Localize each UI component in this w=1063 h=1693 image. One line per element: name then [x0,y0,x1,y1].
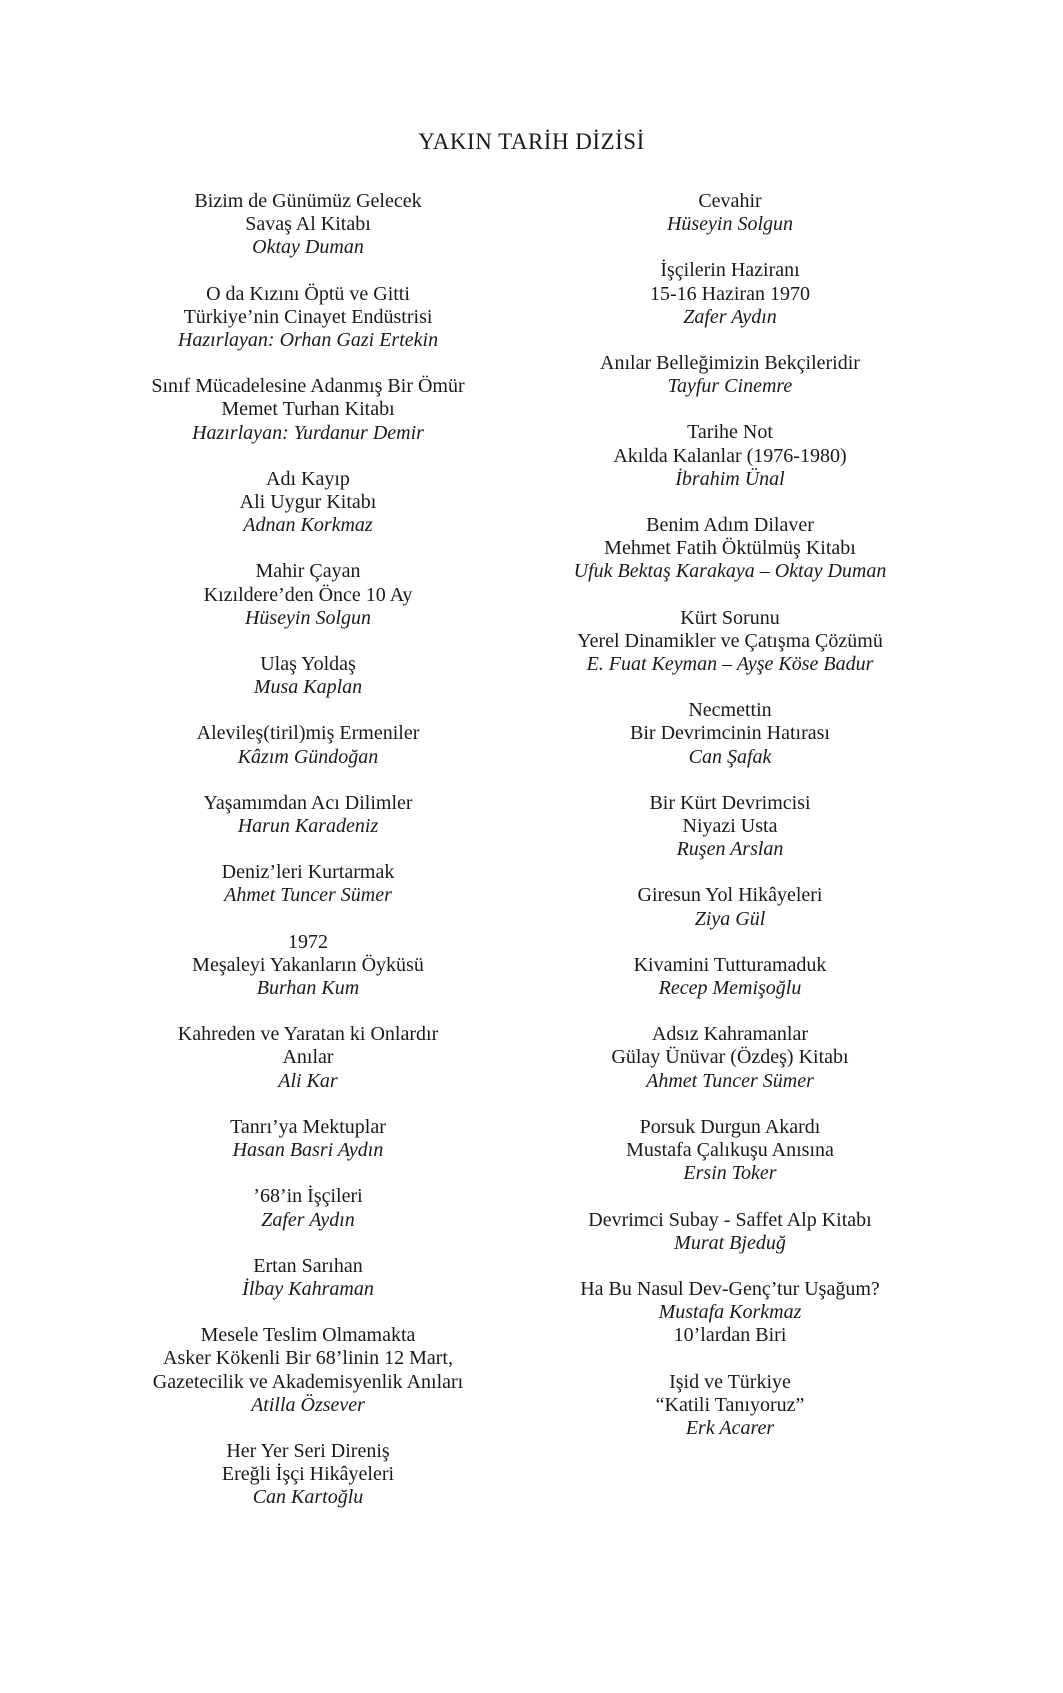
book-title-line: “Katili Tanıyoruz” [655,1393,805,1416]
book-author: Harun Karadeniz [237,815,379,838]
book-author: Hüseyin Solgun [244,606,372,629]
book-author: Tayfur Cinemre [667,375,793,398]
book-title-line: Meşaleyi Yakanların Öyküsü [192,953,424,976]
book-title-line: Kivamini Tutturamaduk [633,953,827,976]
book-author: Musa Kaplan [253,676,363,699]
book-author: Can Kartoğlu [252,1486,364,1509]
book-entry [535,699,925,769]
book-title-line: Anılar [282,1046,334,1069]
book-entry [535,1116,925,1186]
book-title-line: Kahreden ve Yaratan ki Onlardır [177,1023,439,1046]
book-author: Hazırlayan: Yurdanur Demir [192,421,424,444]
book-title-line: Her Yer Seri Direniş [226,1439,390,1462]
book-entry [118,468,498,538]
book-title-line: Anılar Belleğimizin Bekçileridir [600,352,860,375]
book-entry [118,653,498,699]
book-title-line: Tanrı’ya Mektuplar [230,1115,386,1138]
book-title-line: Ertan Sarıhan [253,1254,363,1277]
book-entry [535,1278,925,1348]
book-title-line: Necmettin [688,699,772,722]
book-author: Burhan Kum [256,977,360,1000]
book-author: Ziya Gül [694,907,766,930]
book-title-line: Adsız Kahramanlar [651,1023,809,1046]
book-title-line: Benim Adım Dilaver [646,514,814,537]
book-author: Zafer Aydın [261,1208,355,1231]
book-entry [535,792,925,862]
book-author: Zafer Aydın [683,305,777,328]
book-title-line: Kürt Sorunu [680,606,780,629]
book-title-line: Cevahir [698,190,762,212]
book-entry [535,421,925,491]
book-title-line: Giresun Yol Hikâyeleri [637,884,823,907]
book-title-line: Yaşamımdan Acı Dilimler [203,791,413,814]
book-title-line: Gülay Ünüvar (Özdeş) Kitabı [611,1046,849,1069]
book-entry [535,1209,925,1255]
book-entry [118,1324,498,1417]
book-author: İlbay Kahraman [242,1277,374,1300]
book-author: İbrahim Ünal [675,467,785,490]
book-title-line: ’68’in İşçileri [253,1185,363,1208]
book-author: Mustafa Korkmaz [658,1301,802,1324]
book-title-line: Mehmet Fatih Öktülmüş Kitabı [604,537,856,560]
book-title-line: Deniz’leri Kurtarmak [221,861,395,884]
series-title: YAKIN TARİH DİZİSİ [418,129,645,154]
book-entry [118,375,498,445]
book-title-line: Devrimci Subay - Saffet Alp Kitabı [588,1208,872,1231]
book-author: Ahmet Tuncer Sümer [646,1069,814,1092]
book-entry [535,1023,925,1093]
book-entry [118,792,498,838]
book-title-line: Ereğli İşçi Hikâyeleri [221,1463,395,1486]
book-entry [535,259,925,329]
book-title-line: Ali Uygur Kitabı [239,491,377,514]
book-author: Oktay Duman [252,236,364,259]
book-title-line: Ha Bu Nasul Dev-Genç’tur Uşağum? [580,1277,880,1300]
book-entry [535,607,925,677]
book-entry [535,884,925,930]
book-title-line: Mahir Çayan [255,560,361,583]
book-entry [535,352,925,398]
book-title-line: Yerel Dinamikler ve Çatışma Çözümü [577,629,883,652]
book-title-line: Türkiye’nin Cinayet Endüstrisi [183,305,433,328]
book-author: Can Şafak [688,745,772,768]
left-book-column [118,190,498,1533]
book-author: Ufuk Bektaş Karakaya – Oktay Duman [573,560,887,583]
book-title-line: Ulaş Yoldaş [260,653,356,676]
book-title-line: Adı Kayıp [266,467,350,490]
book-author: Kâzım Gündoğan [237,745,379,768]
book-author: Ersin Toker [683,1162,777,1185]
book-entry [118,190,498,260]
book-author: Atilla Özsever [251,1393,365,1416]
book-title-line: Mustafa Çalıkuşu Anısına [626,1139,834,1162]
book-title-line: İşçilerin Haziranı [660,259,800,282]
book-entry [118,722,498,768]
book-entry [535,190,925,236]
book-title-line: Işid ve Türkiye [669,1370,791,1393]
book-author: Hüseyin Solgun [666,213,794,236]
book-entry [118,560,498,630]
book-title-line: Sınıf Mücadelesine Adanmış Bir Ömür [151,375,465,398]
book-author: Erk Acarer [685,1416,775,1439]
book-entry [118,1023,498,1093]
book-entry [118,931,498,1001]
book-entry [118,1440,498,1510]
book-title-line: O da Kızını Öptü ve Gitti [206,282,410,305]
book-entry [535,514,925,584]
book-title-line: 10’lardan Biri [673,1324,787,1347]
book-author: Ali Kar [278,1069,338,1092]
book-entry [118,1185,498,1231]
book-title-line: Tarihe Not [687,421,773,444]
book-title-line: Mesele Teslim Olmamakta [200,1324,416,1347]
book-title-line: Niyazi Usta [682,815,778,838]
book-author: Hazırlayan: Orhan Gazi Ertekin [177,329,439,352]
book-title-line: Memet Turhan Kitabı [221,398,395,421]
book-title-line: Kızıldere’den Önce 10 Ay [203,583,413,606]
book-entry [535,954,925,1000]
book-author: Ruşen Arslan [676,838,784,861]
book-title-line: Akılda Kalanlar (1976-1980) [613,444,847,467]
book-title-line: Bizim de Günümüz Gelecek [194,190,422,212]
right-book-column [535,190,925,1463]
book-title-line: Asker Kökenli Bir 68’linin 12 Mart, [163,1347,453,1370]
book-entry [118,1116,498,1162]
book-title-line: Alevileş(tiril)miş Ermeniler [196,722,420,745]
book-title-line: 1972 [288,930,328,953]
book-title-line: Bir Kürt Devrimcisi [649,791,811,814]
book-title-line: Savaş Al Kitabı [245,213,371,236]
book-title-line: Bir Devrimcinin Hatırası [630,722,830,745]
book-author: Murat Bjeduğ [674,1231,786,1254]
book-author: Hasan Basri Aydın [232,1139,384,1162]
book-title-line: Gazetecilik ve Akademisyenlik Anıları [152,1370,464,1393]
book-entry [535,1371,925,1441]
book-author: Ahmet Tuncer Sümer [224,884,392,907]
book-title-line: 15-16 Haziran 1970 [650,282,810,305]
book-author: Recep Memişoğlu [658,977,802,1000]
book-entry [118,861,498,907]
book-title-line: Porsuk Durgun Akardı [639,1115,821,1138]
book-author: Adnan Korkmaz [243,514,373,537]
book-entry [118,1255,498,1301]
book-author: E. Fuat Keyman – Ayşe Köse Badur [586,653,874,676]
book-entry [118,283,498,353]
